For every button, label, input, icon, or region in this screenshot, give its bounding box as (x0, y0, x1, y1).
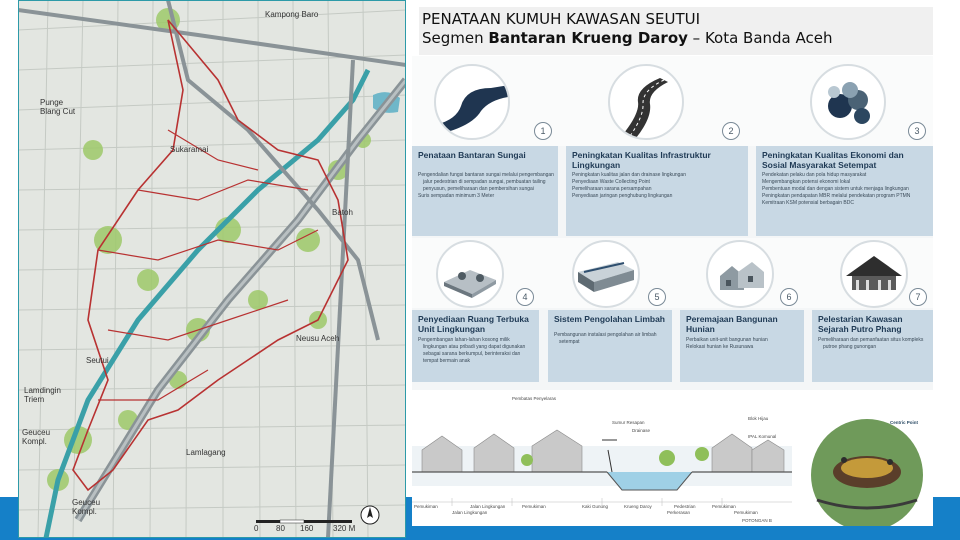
bullet-item: Mengembangkan potensi ekonomi lokal (762, 179, 851, 185)
heritage-icon (840, 240, 908, 308)
title-line-2 (422, 29, 833, 47)
road-icon (608, 64, 684, 140)
north-arrow-icon (361, 506, 379, 524)
bullet-item: Pendekatan pelaku dan pola hidup masyarakat (762, 172, 867, 178)
map-label: Geuceu Kompl. (72, 498, 101, 516)
site-plan-map (18, 0, 406, 538)
bullet-item: Pemeliharaan sarana persampahan (572, 186, 652, 192)
program-number-5: 5 (648, 288, 666, 306)
section-label: Krueng Daroy (624, 504, 652, 509)
scale-bar (256, 520, 352, 523)
map-label: Punge Blang Cut (40, 98, 76, 116)
bullet-item: Suris sempadan minimum 3 Meter (418, 193, 495, 199)
program-title: Peremajaan Bangunan Hunian (686, 314, 778, 334)
title-line-1: PENATAAN KUMUH KAWASAN SEUTUI (422, 10, 701, 28)
program-title: Peningkatan Kualitas Ekonomi dan Sosial Masyarakat Setempat (762, 150, 904, 170)
bullet-item: Pengendalian fungsi bantaran sungai melalui pengembangan jalur pedestrian di sempadan sungai, pembuatan tailing penyusun, pemeliharaan dan pembersihan sungai (418, 172, 554, 192)
section-label: Kaki Gunung (582, 504, 609, 509)
program-number-4: 4 (516, 288, 534, 306)
map-label: Lamlagang (186, 448, 226, 457)
bullet-item: Relokasi hunian ke Rusunawa (686, 344, 754, 350)
cross-section-illustration (412, 390, 933, 526)
community-icon (810, 64, 886, 140)
river-icon (434, 64, 510, 140)
title-prefix: Segmen (422, 29, 489, 47)
title-suffix: – Kota Banda Aceh (687, 29, 833, 47)
map-label: Seutui (86, 356, 109, 365)
section-callout: Sumur Resapan (612, 420, 645, 425)
program-bullets (418, 337, 535, 365)
park-icon (436, 240, 504, 308)
program-number-7: 7 (909, 288, 927, 306)
program-card-1 (412, 146, 558, 236)
map-label: Kampong Baro (265, 10, 319, 19)
section-callout: Drainase (632, 428, 651, 433)
scale-label: 160 (300, 524, 314, 533)
program-title: Sistem Pengolahan Limbah (554, 314, 665, 324)
bullet-item: Kemitraan KSM potensial berbagain BDC (762, 200, 854, 206)
map-label: Lamdingin Triem (24, 386, 61, 404)
section-label: Perkerasan (667, 510, 691, 515)
program-card-5 (548, 310, 672, 382)
program-number-6: 6 (780, 288, 798, 306)
bullet-item: Pemeliharaan dan pemanfaatan situs kompleks putroe phang gunongan (818, 337, 924, 350)
map-label: Batoh (332, 208, 353, 217)
centric-point-illustration (811, 419, 923, 526)
program-card-7 (812, 310, 933, 382)
program-card-2 (566, 146, 748, 236)
slide-title (419, 7, 933, 55)
bullet-item: Penyediaan Waste Collecting Point (572, 179, 650, 185)
section-label: Jalan Lingkungan (470, 504, 506, 509)
program-bullets (686, 337, 800, 351)
section-callout: IPAL Komunal (748, 434, 777, 439)
bullet-item: Perbaikan unit-unit bangunan hunian (686, 337, 768, 343)
section-label: Jalan Lingkungan (452, 510, 488, 515)
program-bullets (554, 332, 668, 346)
program-card-3 (756, 146, 933, 236)
scale-label: 320 M (333, 524, 356, 533)
program-title: Pelestarian Kawasan Sejarah Putro Phang (818, 314, 903, 334)
program-bullets (572, 172, 744, 200)
program-bullets (762, 172, 929, 207)
centric-point-label: Centric Point (890, 420, 919, 425)
map-label: Sukaramai (170, 145, 209, 154)
map-canvas (18, 0, 406, 538)
scale-label: 0 (254, 524, 259, 533)
program-bullets (818, 337, 929, 351)
program-title: Penyediaan Ruang Terbuka Unit Lingkungan (418, 314, 529, 334)
section-label: Pemukiman (414, 504, 438, 509)
housing-icon (706, 240, 774, 308)
section-label: Pemukiman (734, 510, 758, 515)
program-number-1: 1 (534, 122, 552, 140)
program-bullets (418, 172, 554, 200)
bullet-item: Peningkatan kualitas jalan dan drainase lingkungan (572, 172, 686, 178)
section-callout: Blok Hijau (748, 416, 769, 421)
map-label: Neusu Aceh (296, 334, 340, 343)
bullet-item: Pembentuan modal dan dengan sistem untuk menjaga lingkungan (762, 186, 909, 192)
scale-label: 80 (276, 524, 285, 533)
program-number-2: 2 (722, 122, 740, 140)
bullet-item: Peningkatan pendapatan MBR melalui pendekatan program PTMN (762, 193, 911, 199)
sewage-icon (572, 240, 640, 308)
program-card-4 (412, 310, 539, 382)
map-label: Geuceu Kompl. (22, 428, 51, 446)
bullet-item: Pengembangan lahan-lahan kosong milik lingkungan atau pribadi yang dapat digunakan sebagai sarana berkumpul, berinteraksi dan tempat bermain anak (418, 337, 526, 364)
section-label: Pedestrian (674, 504, 696, 509)
program-number-3: 3 (908, 122, 926, 140)
program-title: Penataan Bantaran Sungai (418, 150, 526, 160)
section-callout: Pembatas Penyelaras (512, 396, 557, 401)
program-card-6 (680, 310, 804, 382)
title-bold: Bantaran Krueng Daroy (488, 29, 688, 47)
bullet-item: Penyediaan jaringan penghubung lingkungan (572, 193, 673, 199)
bullet-item: Pembangunan instalasi pengolahan air limbah setempat (554, 332, 657, 345)
section-label: Pemukiman (712, 504, 736, 509)
program-title: Peningkatan Kualitas Infrastruktur Lingkungan (572, 150, 711, 170)
section-scale-caption: POTONGAN B (742, 518, 772, 523)
section-label: Pemukiman (522, 504, 546, 509)
